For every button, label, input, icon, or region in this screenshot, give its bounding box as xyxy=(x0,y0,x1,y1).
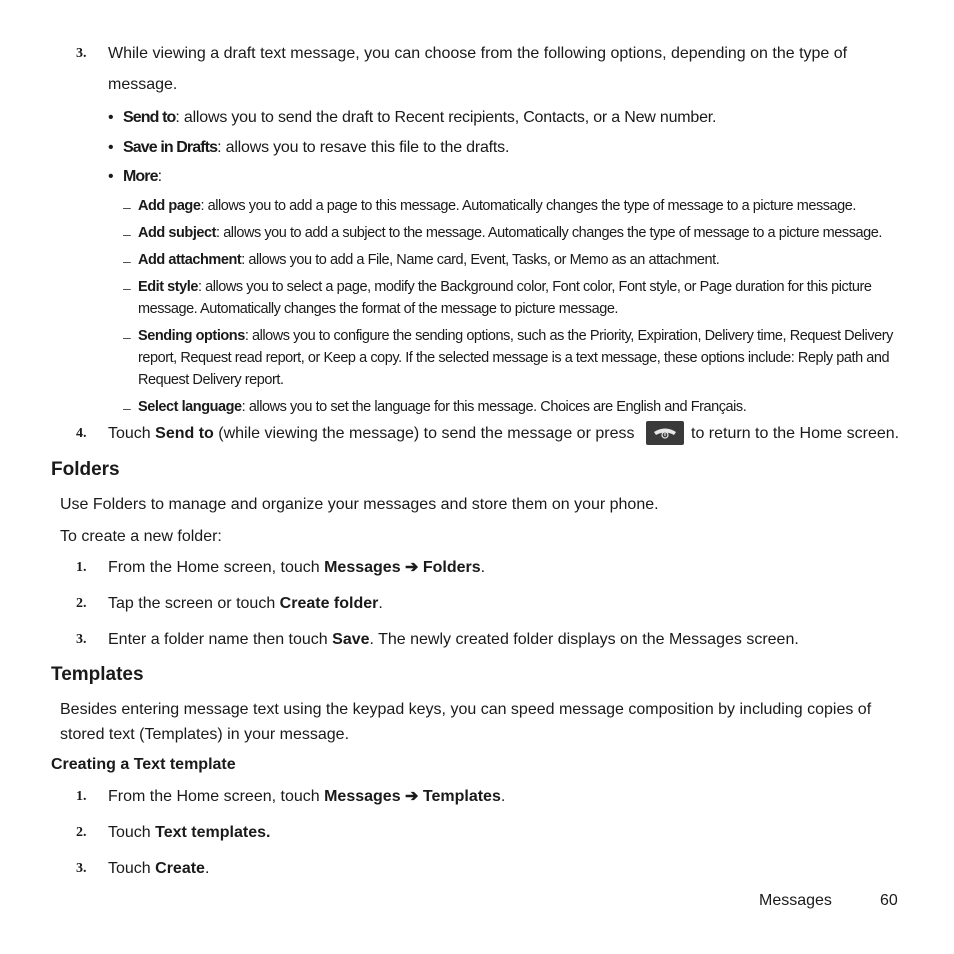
step-number: 3. xyxy=(76,46,87,61)
bullet-item: Send to: allows you to send the draft to Recent recipients, Contacts, or a New number. xyxy=(123,109,717,126)
folders-intro: Use Folders to manage and organize your messages and store them on your phone. xyxy=(60,496,659,513)
bullet-item: Save in Drafts: allows you to resave this file to the drafts. xyxy=(123,139,510,156)
step-text: Touch Send to (while viewing the message) to send the message or press xyxy=(108,425,635,442)
dash-icon: – xyxy=(123,280,131,296)
step-number: 1. xyxy=(76,789,87,804)
step-number: 2. xyxy=(76,825,87,840)
template-step: Touch Create. xyxy=(108,860,210,877)
dash-icon: – xyxy=(123,253,131,269)
dash-icon: – xyxy=(123,226,131,242)
bullet-icon: • xyxy=(108,109,114,126)
footer-section-name: Messages xyxy=(759,892,832,909)
subheading-creating-text-template: Creating a Text template xyxy=(51,756,236,773)
step-number: 1. xyxy=(76,560,87,575)
templates-intro: Besides entering message text using the keypad keys, you can speed message composition by including copies of stored text (Templates) in your message. xyxy=(60,701,872,743)
folders-lead: To create a new folder: xyxy=(60,528,222,545)
page-number: 60 xyxy=(880,892,898,909)
more-option-select-language: Select language: allows you to set the language for this message. Choices are English and Français. xyxy=(138,399,747,415)
step-text: While viewing a draft text message, you can choose from the following options, depending on the type of xyxy=(108,45,848,62)
more-option-sending-options: Sending options: allows you to configure the sending options, such as the Priority, Expiration, Delivery time, Request Delivery report, Request read report, or Keep a copy. If the selected message is a text message, these options include: Reply path and Request Delivery report. xyxy=(138,328,893,388)
more-option-add-page: Add page: allows you to add a page to this message. Automatically changes the type of message to a picture message. xyxy=(138,198,856,214)
more-option-edit-style: Edit style: allows you to select a page, modify the Background color, Font color, Font style, or Page duration for this picture message. Automatically changes the format of the message to picture message. xyxy=(138,279,872,317)
step-text-end: to return to the Home screen. xyxy=(691,425,900,442)
folder-step: Tap the screen or touch Create folder. xyxy=(108,595,383,612)
template-step: From the Home screen, touch Messages ➔ Templates. xyxy=(108,788,506,805)
dash-icon: – xyxy=(123,199,131,215)
more-option-add-attachment: Add attachment: allows you to add a File, Name card, Event, Tasks, or Memo as an attachment. xyxy=(138,252,720,268)
bullet-icon: • xyxy=(108,168,114,185)
folder-step: Enter a folder name then touch Save. The newly created folder displays on the Messages screen. xyxy=(108,631,799,648)
step-text-continued: message. xyxy=(108,76,178,93)
step-number: 2. xyxy=(76,596,87,611)
more-option-add-subject: Add subject: allows you to add a subject to the message. Automatically changes the type of message to a picture message. xyxy=(138,225,882,241)
template-step: Touch Text templates. xyxy=(108,824,271,841)
bullet-icon: • xyxy=(108,139,114,156)
end-call-key-icon xyxy=(646,421,684,445)
bullet-item: More: xyxy=(123,168,162,185)
section-heading-folders: Folders xyxy=(51,459,120,480)
section-heading-templates: Templates xyxy=(51,664,144,685)
folder-step: From the Home screen, touch Messages ➔ Folders. xyxy=(108,559,486,576)
dash-icon: – xyxy=(123,329,131,345)
dash-icon: – xyxy=(123,400,131,416)
step-number: 3. xyxy=(76,632,87,647)
step-number: 4. xyxy=(76,426,87,441)
step-number: 3. xyxy=(76,861,87,876)
